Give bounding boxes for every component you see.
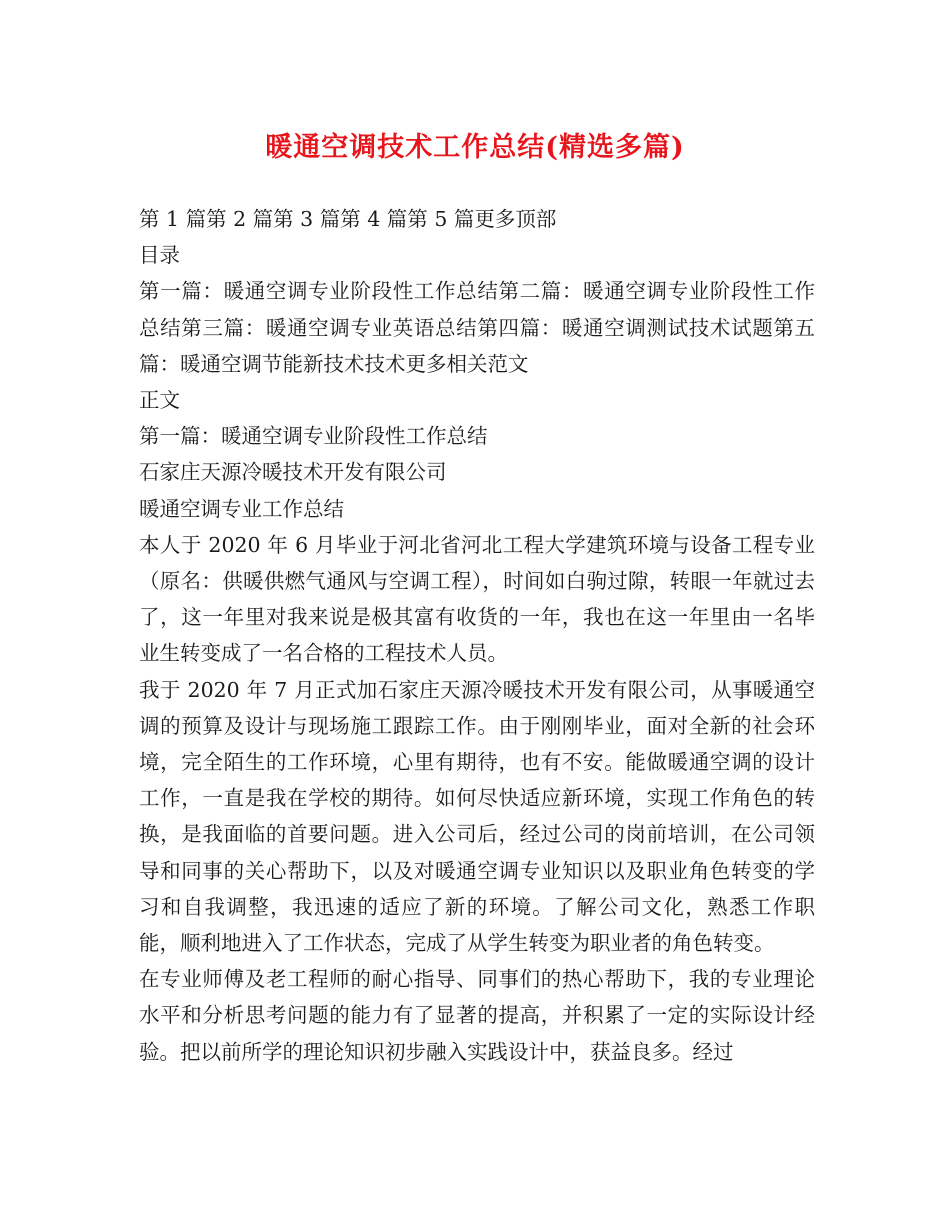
document-body: [139, 201, 815, 1070]
company-name: 石家庄天源冷暖技术开发有限公司: [139, 460, 447, 485]
paragraph: 本人于 2020 年 6 月毕业于河北省河北工程大学建筑环境与设备工程专业（原名：供暖供燃气通风与空调工程），时间如白驹过隙，转眼一年就过去了，这一年里对我来说是极其富有收货的一年，我也在这一年里由一名毕业生转变成了一名合格的工程技术人员。: [139, 532, 815, 666]
paragraph: 我于 2020 年 7 月正式加石家庄天源冷暖技术开发有限公司，从事暖通空调的预算及设计与现场施工跟踪工作。由于刚刚毕业，面对全新的社会环境，完全陌生的工作环境，心里有期待，也有不安。能做暖通空调的设计工作，一直是我在学校的期待。如何尽快适应新环境，实现工作角色的转换，是我面临的首要问题。进入公司后，经过公司的岗前培训，在公司领导和同事的关心帮助下，以及对暖通空调专业知识以及职业角色转变的学习和自我调整，我迅速的适应了新的环境。了解公司文化，熟悉工作职能，顺利地进入了工作状态，完成了从学生转变为职业者的角色转变。: [139, 677, 815, 956]
document-title: 暖通空调技术工作总结(精选多篇): [265, 132, 685, 163]
article-heading: 第一篇：暖通空调专业阶段性工作总结: [139, 424, 488, 449]
toc-entries: 第一篇：暖通空调专业阶段性工作总结第二篇：暖通空调专业阶段性工作总结第三篇：暖通空调专业英语总结第四篇：暖通空调测试技术试题第五篇：暖通空调节能新技术技术更多相关范文: [139, 279, 815, 376]
paragraph: 在专业师傅及老工程师的耐心指导、同事们的热心帮助下，我的专业理论水平和分析思考问题的能力有了显著的提高，并积累了一定的实际设计经验。把以前所学的理论知识初步融入实践设计中，获益良多。经过: [139, 967, 815, 1064]
body-heading: 正文: [139, 388, 180, 413]
section-nav-line: 第 1 篇第 2 篇第 3 篇第 4 篇第 5 篇更多顶部: [139, 207, 557, 231]
subject-line: 暖通空调专业工作总结: [139, 496, 344, 521]
toc-heading: 目录: [139, 243, 180, 268]
